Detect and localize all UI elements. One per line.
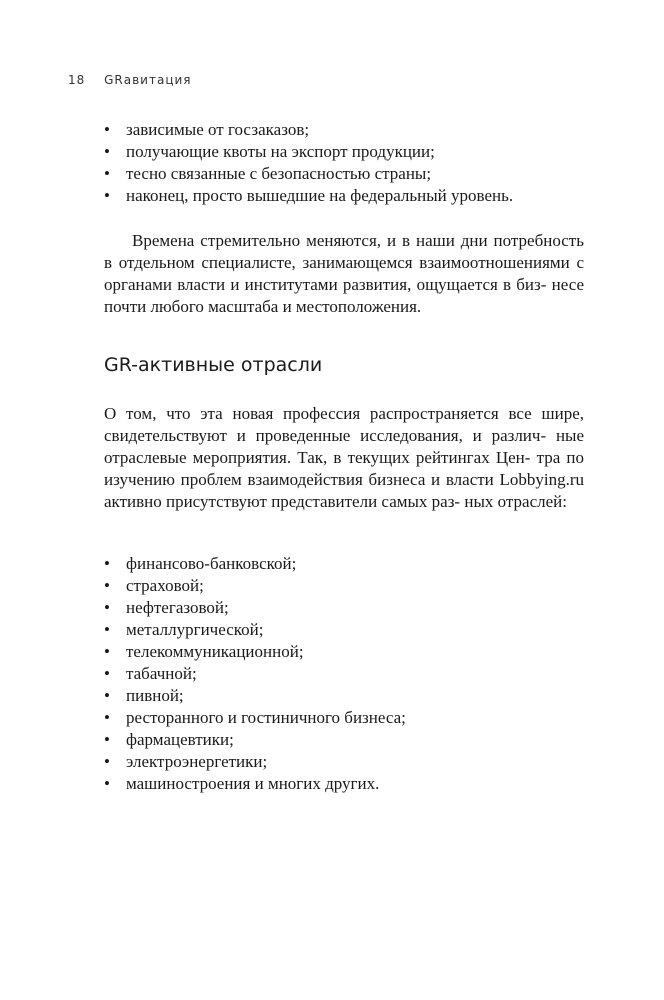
bullet-icon: •: [104, 620, 110, 639]
list-item: • наконец, просто вышедшие на федеральный уровень.: [104, 186, 514, 205]
paragraph-line: тра по изучению проблем взаимодействия бизнеса и власти: [104, 448, 585, 489]
paragraph-line: с органами власти и институтами развития, ощущается в биз-: [104, 253, 584, 294]
bullet-icon: •: [104, 598, 110, 617]
list-item: • пивной;: [104, 686, 184, 705]
paragraph-line: ные отраслевые мероприятия. Так, в текущих рейтингах Цен-: [104, 426, 585, 467]
paragraph-needs-specialist: [104, 230, 584, 318]
list-item: • тесно связанные с безопасностью страны;: [104, 164, 432, 183]
list-item: • машиностроения и многих других.: [104, 774, 380, 793]
list-item: • нефтегазовой;: [104, 598, 229, 617]
paragraph-line: О том, что эта новая профессия распространяется все шире,: [104, 404, 584, 423]
section-heading: GR-активные отрасли: [104, 354, 323, 376]
bullet-icon: •: [104, 576, 110, 595]
bullet-icon: •: [104, 752, 110, 771]
bullet-icon: •: [104, 164, 110, 183]
list-item: • электроэнергетики;: [104, 752, 268, 771]
list-item: • зависимые от госзаказов;: [104, 120, 310, 139]
list-item: • получающие квоты на экспорт продукции;: [104, 142, 435, 161]
bullet-icon: •: [104, 142, 110, 161]
bullet-icon: •: [104, 774, 110, 793]
page-number: 18: [68, 73, 86, 87]
paragraph-line: свидетельствуют и проведенные исследования, и различ-: [104, 426, 547, 445]
bullet-list-top: [104, 119, 584, 207]
bullet-icon: •: [104, 686, 110, 705]
list-item: • телекоммуникационной;: [104, 642, 304, 661]
bullet-icon: •: [104, 186, 110, 205]
list-item: • фармацевтики;: [104, 730, 234, 749]
bullet-icon: •: [104, 730, 110, 749]
paragraph-line: в отдельном специалисте, занимающемся взаимоотношениями: [104, 253, 570, 272]
paragraph-line: несе почти любого масштаба и местоположения.: [104, 275, 585, 316]
list-item: • ресторанного и гостиничного бизнеса;: [104, 708, 406, 727]
list-item: • финансово-банковской;: [104, 554, 297, 573]
running-title: GRавитация: [104, 73, 192, 87]
paragraph-industries: [104, 403, 584, 513]
paragraph-line: Времена стремительно меняются, и в наши дни потребность: [132, 231, 584, 250]
bullet-icon: •: [104, 664, 110, 683]
paragraph-line: ных отраслей:: [464, 492, 567, 511]
list-item: • страховой;: [104, 576, 204, 595]
bullet-icon: •: [104, 708, 110, 727]
bullet-icon: •: [104, 554, 110, 573]
list-item: • металлургической;: [104, 620, 264, 639]
running-head: [68, 73, 192, 87]
bullet-icon: •: [104, 642, 110, 661]
paragraph-line: Lobbying.ru активно присутствуют представители самых раз-: [104, 470, 584, 511]
bullet-list-industries: [104, 553, 584, 795]
bullet-icon: •: [104, 120, 110, 139]
list-item: • табачной;: [104, 664, 197, 683]
